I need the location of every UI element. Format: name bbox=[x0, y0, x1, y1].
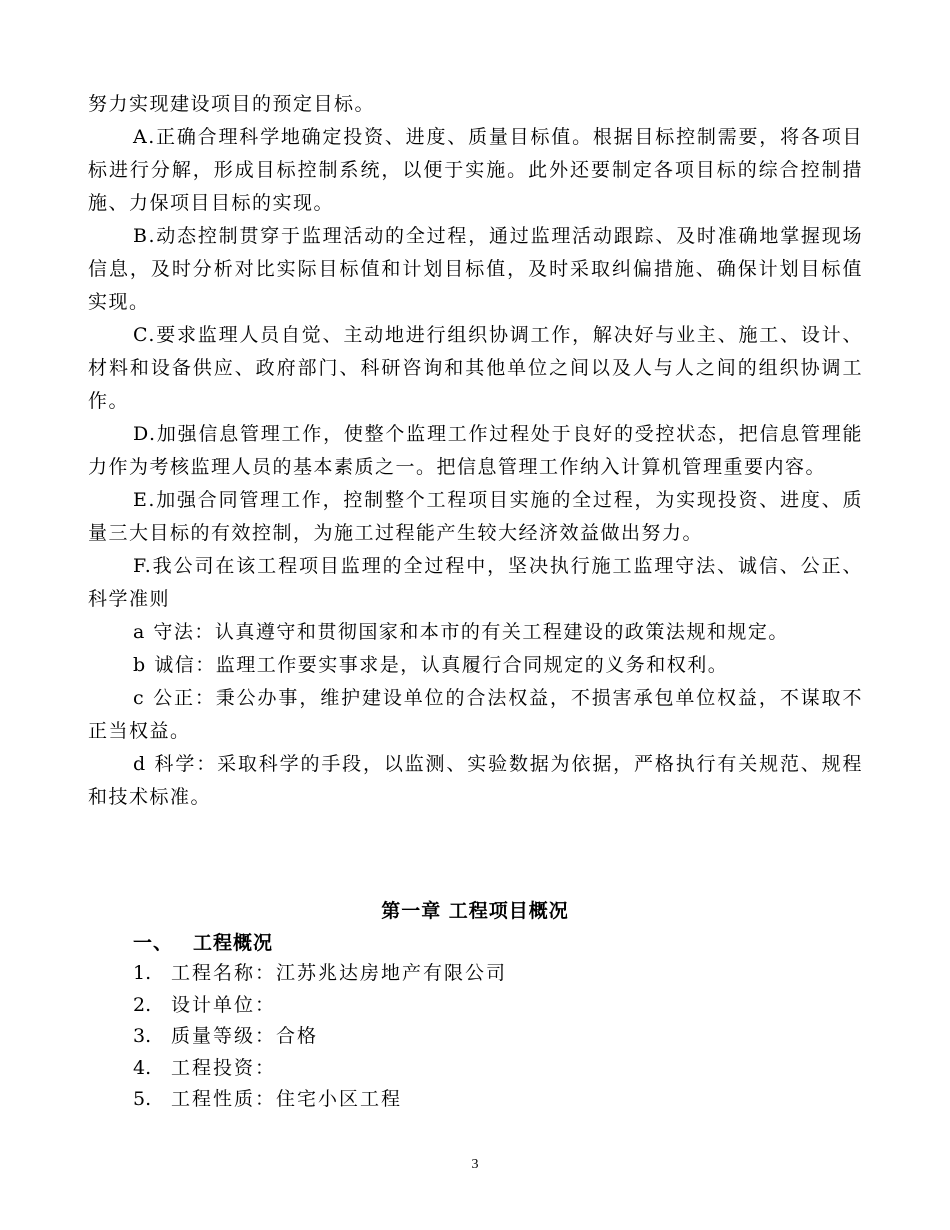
item-number: 3. bbox=[133, 1025, 152, 1047]
principle-fairness: c 公正：秉公办事，维护建设单位的合法权益，不损害承包单位权益，不谋取不正当权益。 bbox=[88, 687, 863, 742]
section-heading bbox=[133, 928, 273, 958]
overview-list bbox=[133, 958, 507, 1116]
list-item bbox=[133, 990, 507, 1022]
section-number: 一、 bbox=[133, 932, 174, 954]
paragraph-f: F.我公司在该工程项目监理的全过程中，坚决执行施工监理守法、诚信、公正、科学准则 bbox=[88, 555, 863, 610]
principle-science: d 科学：采取科学的手段，以监测、实验数据为依据，严格执行有关规范、规程和技术标准。 bbox=[88, 753, 863, 808]
paragraph-intro: 努力实现建设项目的预定目标。 bbox=[88, 93, 376, 115]
item-number: 1. bbox=[133, 962, 152, 984]
item-text: 工程投资： bbox=[171, 1056, 277, 1079]
paragraph-e: E.加强合同管理工作，控制整个工程项目实施的全过程，为实现投资、进度、质量三大目标的有效控制，为施工过程能产生较大经济效益做出努力。 bbox=[88, 489, 863, 544]
list-item bbox=[133, 1053, 507, 1085]
item-text: 设计单位： bbox=[171, 993, 277, 1016]
body-text bbox=[88, 88, 863, 814]
list-item bbox=[133, 1021, 507, 1053]
paragraph-b: B.动态控制贯穿于监理活动的全过程，通过监理活动跟踪、及时准确地掌握现场信息，及时分析对比实际目标值和计划目标值，及时采取纠偏措施、确保计划目标值实现。 bbox=[88, 225, 863, 313]
item-text: 质量等级：合格 bbox=[171, 1025, 319, 1047]
list-item bbox=[133, 1084, 507, 1116]
list-item bbox=[133, 958, 507, 990]
paragraph-d: D.加强信息管理工作，使整个监理工作过程处于良好的受控状态，把信息管理能力作为考核监理人员的基本素质之一。把信息管理工作纳入计算机管理重要内容。 bbox=[88, 423, 863, 478]
section-title: 工程概况 bbox=[193, 932, 274, 954]
paragraph-a: A.正确合理科学地确定投资、进度、质量目标值。根据目标控制需要，将各项目标进行分解，形成目标控制系统，以便于实施。此外还要制定各项目标的综合控制措施、力保项目目标的实现。 bbox=[88, 126, 863, 214]
item-text: 工程性质：住宅小区工程 bbox=[171, 1088, 403, 1110]
chapter-title: 第一章 工程项目概况 bbox=[381, 900, 569, 922]
page-number: 3 bbox=[471, 1157, 479, 1172]
item-number: 4. bbox=[133, 1056, 152, 1079]
principle-integrity: b 诚信：监理工作要实事求是，认真履行合同规定的义务和权利。 bbox=[133, 654, 729, 676]
paragraph-c: C.要求监理人员自觉、主动地进行组织协调工作，解决好与业主、施工、设计、材料和设备供应、政府部门、科研咨询和其他单位之间以及人与人之间的组织协调工作。 bbox=[88, 324, 863, 412]
item-text: 工程名称：江苏兆达房地产有限公司 bbox=[171, 962, 508, 984]
item-number: 2. bbox=[133, 993, 152, 1016]
principle-lawful: a 守法：认真遵守和贯彻国家和本市的有关工程建设的政策法规和规定。 bbox=[133, 621, 789, 643]
item-number: 5. bbox=[133, 1088, 152, 1110]
